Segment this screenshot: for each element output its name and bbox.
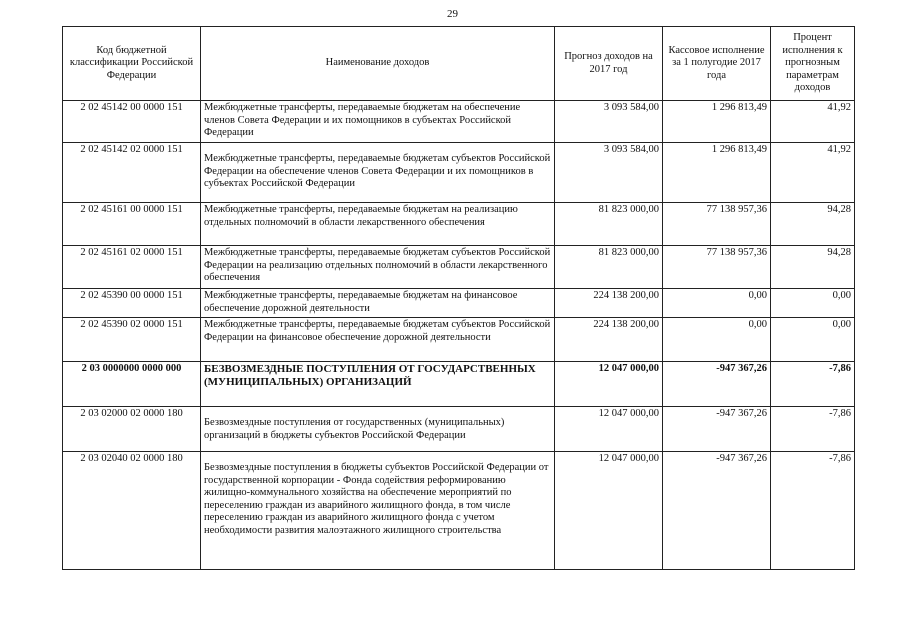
header-code: Код бюджетной классификации Российской Федерации [63,27,201,101]
row-actual: 77 138 957,36 [663,203,771,246]
row-code: 2 02 45161 00 0000 151 [63,203,201,246]
row-code: 2 03 02040 02 0000 180 [63,452,201,570]
row-percent: 41,92 [771,143,855,203]
row-code: 2 03 02000 02 0000 180 [63,407,201,452]
table-row [63,407,855,452]
row-name: Межбюджетные трансферты, передаваемые бюджетам на реализацию отдельных полномочий в области лекарственного обеспечения [201,203,555,246]
table-row [63,203,855,246]
row-forecast: 3 093 584,00 [555,143,663,203]
row-actual: -947 367,26 [663,407,771,452]
row-percent: 0,00 [771,318,855,362]
table-row [63,143,855,203]
row-code: 2 02 45161 02 0000 151 [63,246,201,289]
row-name: БЕЗВОЗМЕЗДНЫЕ ПОСТУПЛЕНИЯ ОТ ГОСУДАРСТВЕННЫХ (МУНИЦИПАЛЬНЫХ) ОРГАНИЗАЦИЙ [201,362,555,407]
row-code: 2 02 45142 00 0000 151 [63,101,201,143]
row-name: Безвозмездные поступления от государственных (муниципальных) организаций в бюджеты субъектов Российской Федерации [201,407,555,452]
row-forecast: 3 093 584,00 [555,101,663,143]
row-code: 2 02 45390 02 0000 151 [63,318,201,362]
row-name: Безвозмездные поступления в бюджеты субъектов Российской Федерации от государственной корпорации - Фонда содействия реформированию жилищно-коммунального хозяйства на обеспечение мероприятий по переселению граждан из аварийного жилищного фонда, в том числе переселению граждан из аварийного жилищного фонда с учетом необходимости развития малоэтажного жилищного строительства [201,452,555,570]
row-percent: 94,28 [771,203,855,246]
row-code: 2 02 45390 00 0000 151 [63,289,201,318]
table-row [63,362,855,407]
table-row [63,289,855,318]
row-forecast: 224 138 200,00 [555,289,663,318]
header-actual: Кассовое исполнение за 1 полугодие 2017 года [663,27,771,101]
row-percent: -7,86 [771,452,855,570]
table-row [63,318,855,362]
row-percent: -7,86 [771,407,855,452]
table-header-row [63,27,855,101]
row-name: Межбюджетные трансферты, передаваемые бюджетам субъектов Российской Федерации на реализацию отдельных полномочий в области лекарственного обеспечения [201,246,555,289]
header-percent: Процент исполнения к прогнозным параметрам доходов [771,27,855,101]
row-name: Межбюджетные трансферты, передаваемые бюджетам на обеспечение членов Совета Федерации и их помощников в субъектах Российской Федерации [201,101,555,143]
header-name: Наименование доходов [201,27,555,101]
row-forecast: 12 047 000,00 [555,407,663,452]
row-actual: 1 296 813,49 [663,143,771,203]
row-actual: 77 138 957,36 [663,246,771,289]
row-forecast: 81 823 000,00 [555,246,663,289]
row-code: 2 02 45142 02 0000 151 [63,143,201,203]
row-name: Межбюджетные трансферты, передаваемые бюджетам на финансовое обеспечение дорожной деятельности [201,289,555,318]
row-actual: 0,00 [663,318,771,362]
row-percent: -7,86 [771,362,855,407]
row-name: Межбюджетные трансферты, передаваемые бюджетам субъектов Российской Федерации на финансовое обеспечение дорожной деятельности [201,318,555,362]
table-row [63,452,855,570]
row-forecast: 81 823 000,00 [555,203,663,246]
row-forecast: 12 047 000,00 [555,452,663,570]
table-row [63,101,855,143]
header-forecast: Прогноз доходов на 2017 год [555,27,663,101]
row-percent: 41,92 [771,101,855,143]
row-actual: 0,00 [663,289,771,318]
row-actual: -947 367,26 [663,452,771,570]
table-row [63,246,855,289]
row-forecast: 224 138 200,00 [555,318,663,362]
row-percent: 94,28 [771,246,855,289]
row-name: Межбюджетные трансферты, передаваемые бюджетам субъектов Российской Федерации на обеспечение членов Совета Федерации и их помощников в субъектах Российской Федерации [201,143,555,203]
row-actual: 1 296 813,49 [663,101,771,143]
row-code: 2 03 0000000 0000 000 [63,362,201,407]
row-actual: -947 367,26 [663,362,771,407]
row-percent: 0,00 [771,289,855,318]
row-forecast: 12 047 000,00 [555,362,663,407]
page-number: 29 [447,8,458,20]
revenue-table [62,26,855,570]
